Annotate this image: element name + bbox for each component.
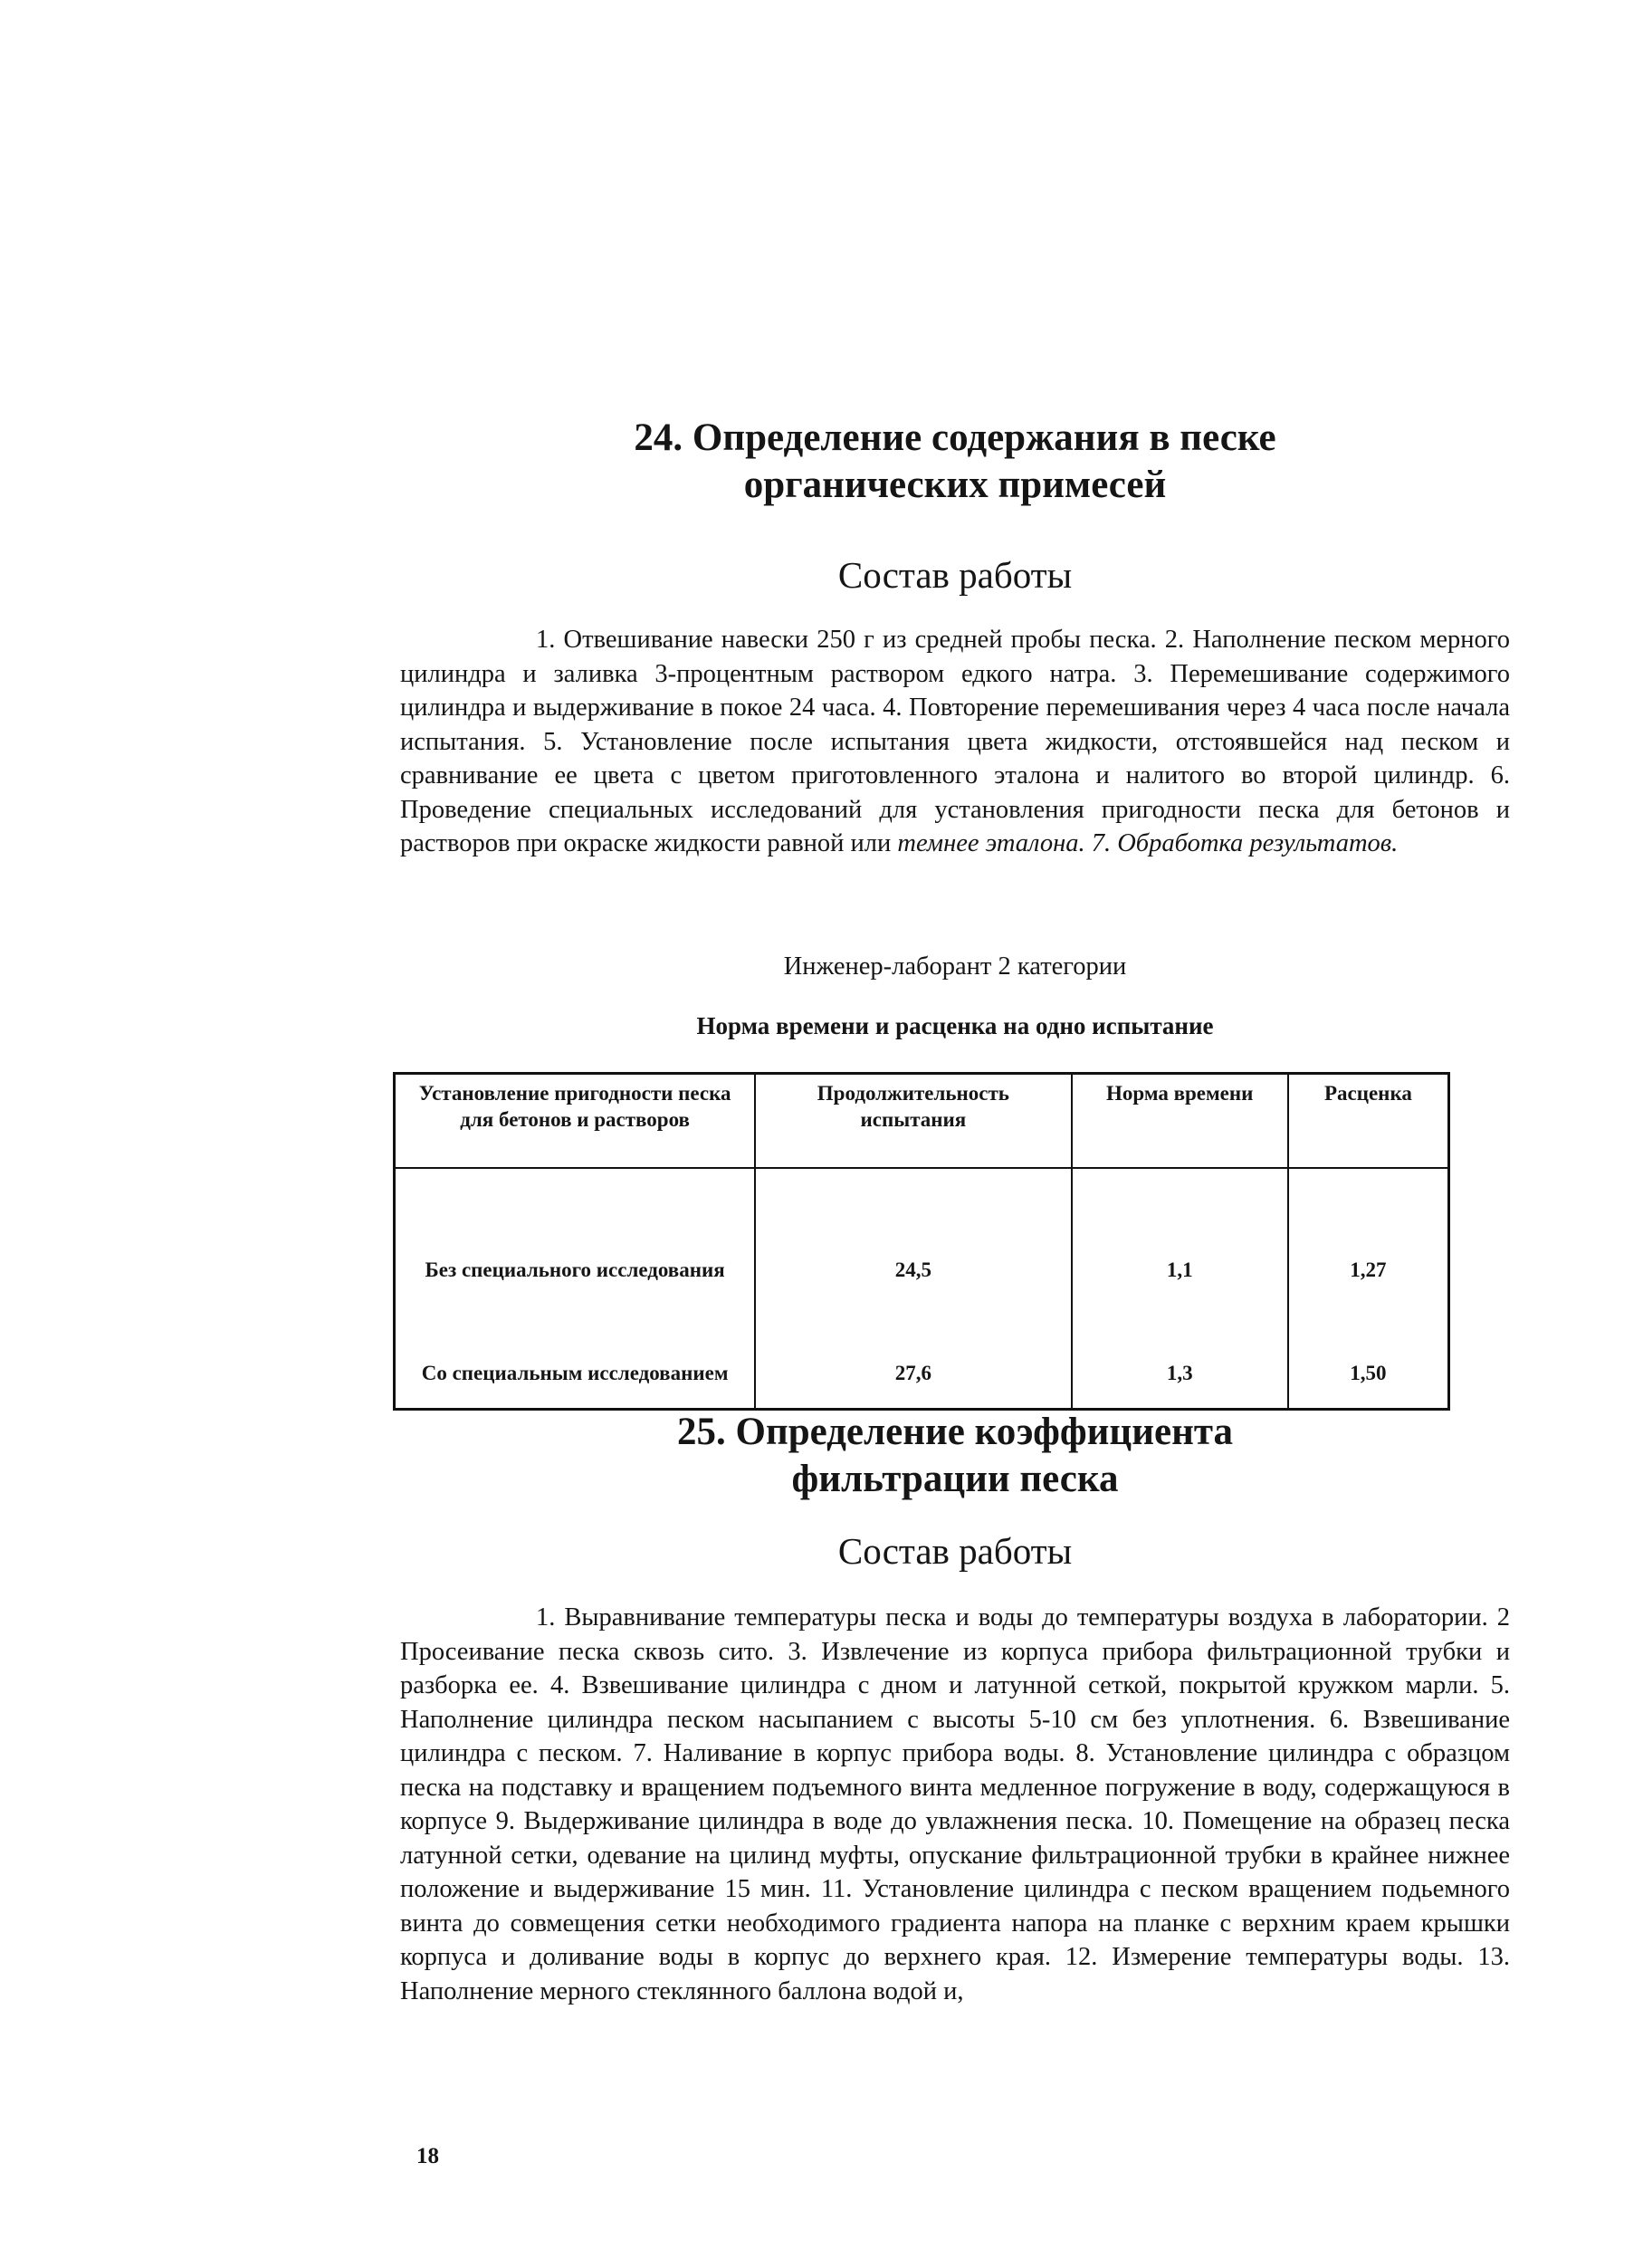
section-24-text-italic: темнее эталона. 7. Обработка результатов. (897, 829, 1399, 857)
section-24-title-line1: 24. Определение содержания в песке (634, 416, 1276, 459)
table-header-cell: Продолжительность испытания (755, 1074, 1071, 1169)
section-25-title-line1: 25. Определение коэффициента (677, 1411, 1233, 1453)
table-cell: 27,6 (755, 1296, 1071, 1410)
section-24-text (400, 623, 1510, 861)
table-header-cell: Расценка (1288, 1074, 1449, 1169)
table-cell: 1,50 (1288, 1296, 1449, 1410)
table-header-cell: Установление пригодности песка для бетонов и растворов (395, 1074, 756, 1169)
table-header-cell: Норма времени (1072, 1074, 1288, 1169)
table-cell: Без специального исследования (395, 1168, 756, 1296)
section-24-subtitle: Состав работы (837, 554, 1073, 596)
section-25-title (398, 1409, 1512, 1503)
section-25-subtitle: Состав работы (837, 1530, 1073, 1572)
section-24-text-main: 1. Отвешивание навески 250 г из средней пробы песка. 2. Наполнение песком мерного цилиндра и заливка 3-процентным раствором едкого натра. 3. Перемешивание содержимого цилиндра и выдерживание в покое 24 часа. 4. Повторение перемешивания через 4 часа после начала испытания. 5. Установление после испытания цвета жидкости, отстоявшейся над песком и сравнивание ее цвета с цветом приготовленного эталона и налитого во второй цилиндр. 6. Проведение специальных исследований для установления пригодности песка для бетонов и растворов при окраске жидкости равной или (400, 626, 1510, 857)
section-24-title (398, 415, 1512, 509)
section-24-title-line2: органических примесей (743, 464, 1167, 506)
page-number: 18 (416, 2144, 439, 2168)
table-caption: Норма времени и расценка на одно испытание (696, 1012, 1214, 1039)
table-cell: 24,5 (755, 1168, 1071, 1296)
table-cell: 1,27 (1288, 1168, 1449, 1296)
table-cell: Со специальным исследованием (395, 1296, 756, 1410)
norms-table (393, 1072, 1450, 1411)
section-25-title-line2: фильтрации песка (791, 1458, 1119, 1500)
section-25-text (400, 1601, 1510, 2008)
table-cell: 1,1 (1072, 1168, 1288, 1296)
table-row (395, 1168, 1449, 1296)
table-cell: 1,3 (1072, 1296, 1288, 1410)
table-row (395, 1296, 1449, 1410)
section-25-text-main: 1. Выравнивание температуры песка и воды до температуры воздуха в лаборатории. 2 Просеивание песка сквозь сито. 3. Извлечение из корпуса прибора фильтрационной трубки и разборка ее. 4. Взвешивание цилиндра с дном и латунной сеткой, покрытой кружком марли. 5. Наполнение цилиндра песком насыпанием с высоты 5-10 см без уплотнения. 6. Взвешивание цилиндра с песком. 7. Наливание в корпус прибора воды. 8. Установление цилиндра с образцом песка на подставку и вращением подъемного винта медленное погружение в воду, содержащуюся в корпусе 9. Выдерживание цилиндра в воде до увлажнения песка. 10. Помещение на образец песка латунной сетки, одевание на цилинд муфты, опускание фильтрационной трубки в крайнее нижнее положение и выдерживание 15 мин. 11. Установление цилиндра с песком вращением подьемного винта до совмещения сетки необходимого градиента напора на планке с верхним краем крышки корпуса и доливание воды в корпус до верхнего края. 12. Измерение температуры воды. 13. Наполнение мерного стеклянного баллона водой и, (400, 1603, 1510, 2005)
table-header-row (395, 1074, 1449, 1169)
role-label: Инженер-лаборант 2 категории (783, 952, 1127, 981)
